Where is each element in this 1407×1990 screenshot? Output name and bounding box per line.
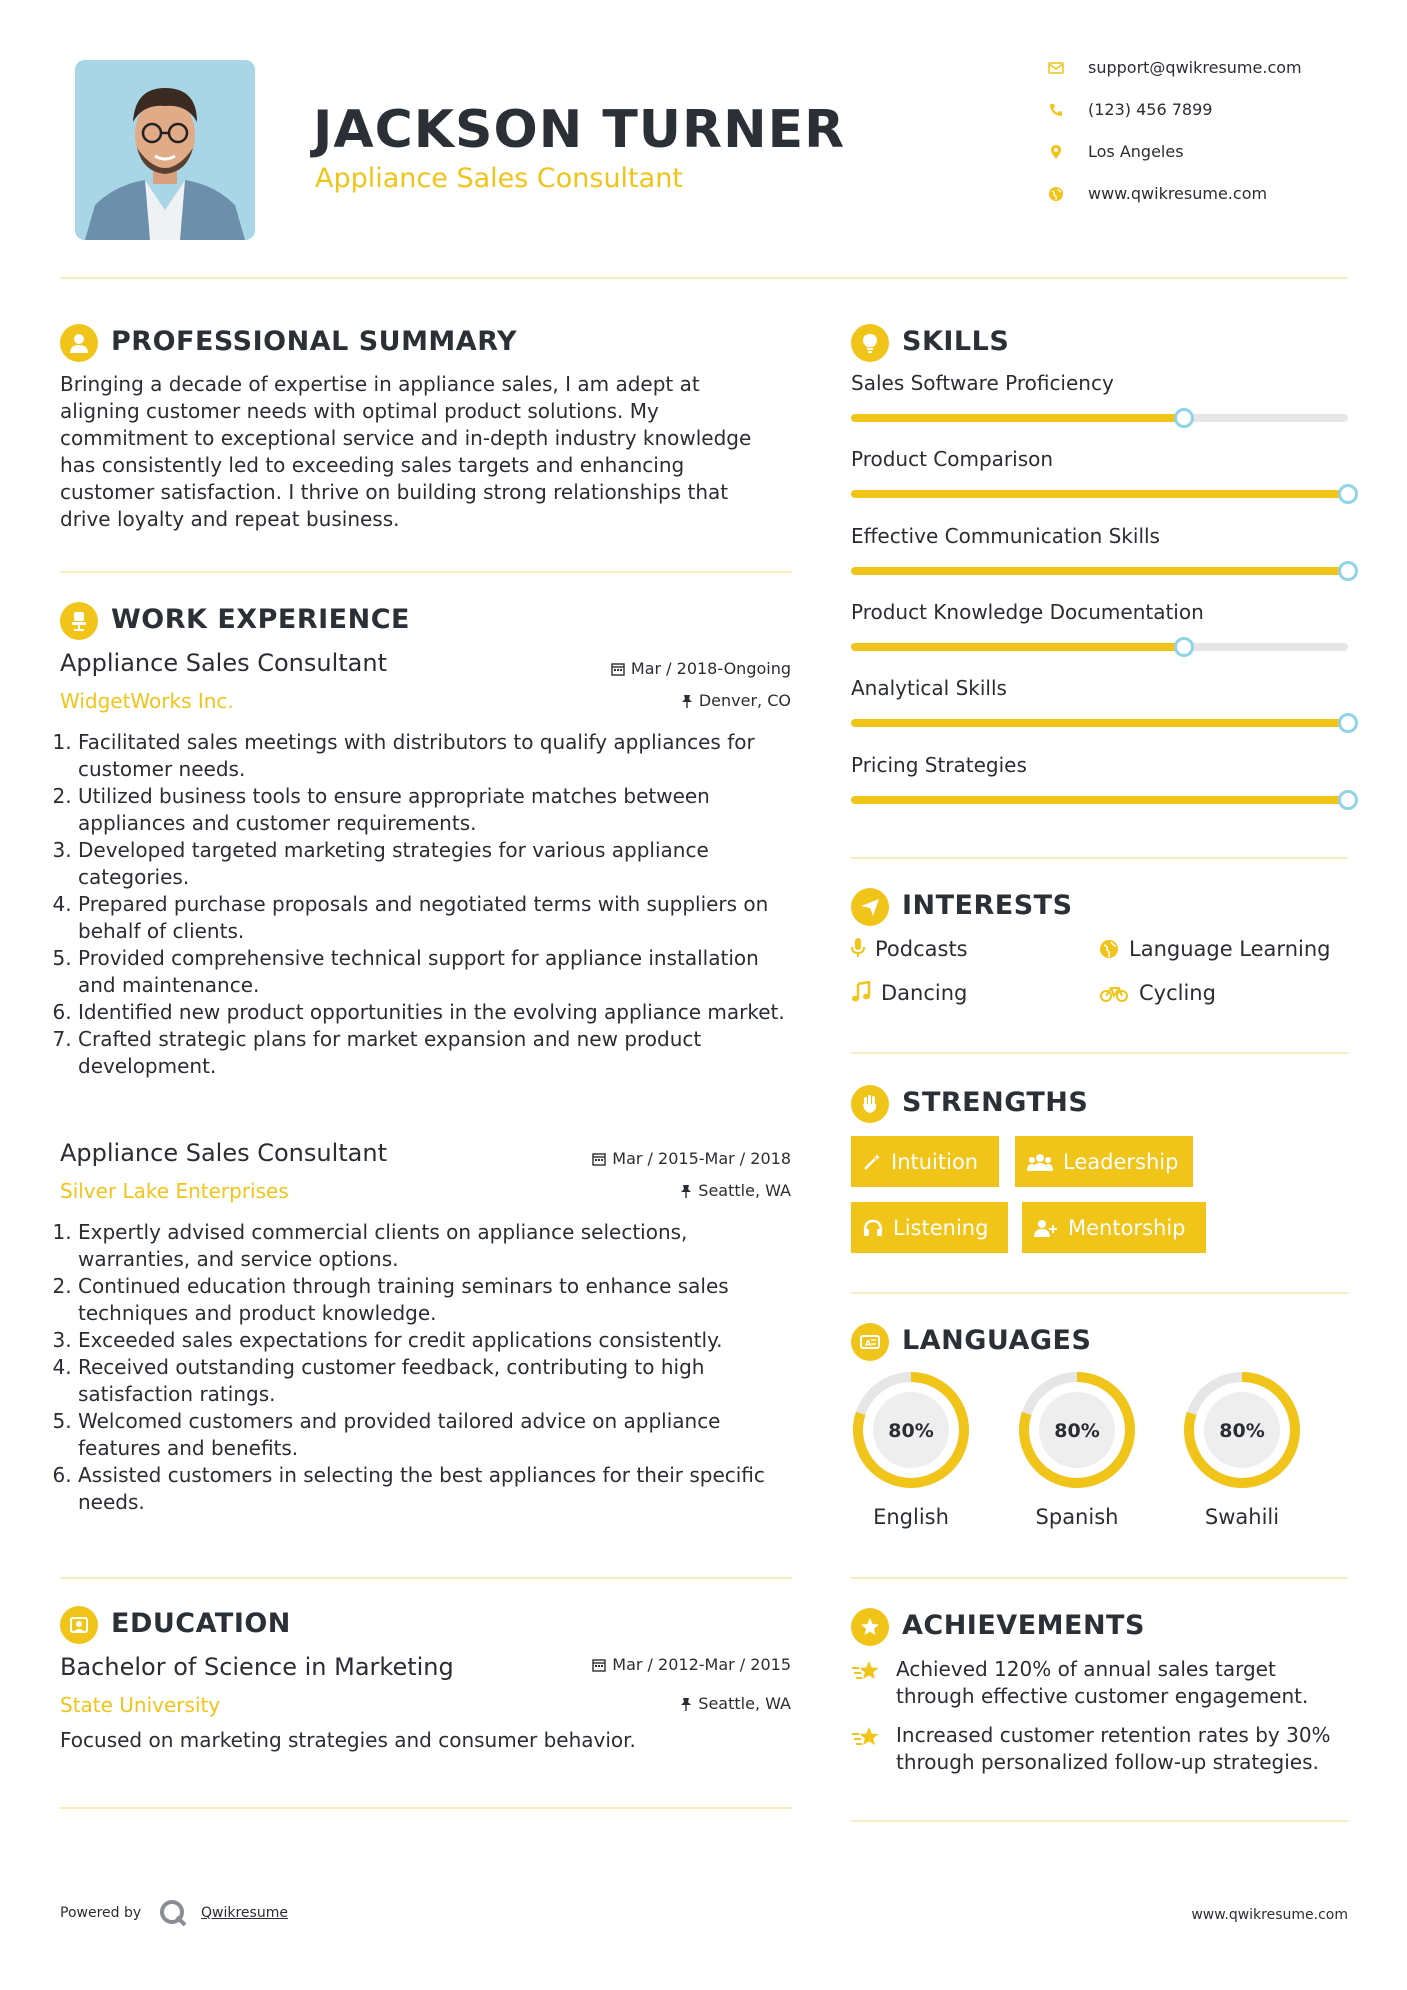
education-degree: Bachelor of Science in Marketing <box>60 1653 454 1681</box>
education-dates <box>592 1655 791 1674</box>
education-dates-text: Mar / 2012-Mar / 2015 <box>612 1655 791 1674</box>
contact-email-text: support@qwikresume.com <box>1088 58 1302 77</box>
skill-bar-track <box>851 719 1348 727</box>
job-2-duties <box>60 1219 800 1516</box>
music-note-icon <box>851 981 871 1003</box>
job-2-location <box>680 1181 791 1200</box>
achievement-1: Achieved 120% of annual sales target through effective customer engagement. <box>896 1657 1309 1708</box>
skill-bar-track <box>851 490 1348 498</box>
job-1-dates <box>611 659 791 678</box>
list-item: 3. Developed targeted marketing strategies for various appliance categories. <box>78 837 800 891</box>
interest-dancing <box>851 981 967 1005</box>
strength-mentorship <box>1022 1202 1206 1253</box>
summary-divider <box>60 571 792 573</box>
bicycle-icon <box>1099 983 1129 1003</box>
skill-name: Product Knowledge Documentation <box>851 599 1204 624</box>
skill-bar-fill <box>851 414 1184 422</box>
skill-name: Product Comparison <box>851 447 1054 472</box>
lightbulb-icon <box>851 324 889 362</box>
skill-name: Analytical Skills <box>851 676 1007 701</box>
language-name: Spanish <box>1035 1505 1119 1529</box>
language-percent: 80% <box>1054 1420 1100 1442</box>
skill-level-knob <box>1338 561 1358 581</box>
list-item: 6. Assisted customers in selecting the best appliances for their specific needs. <box>78 1462 800 1516</box>
job-1-location-text: Denver, CO <box>698 691 791 710</box>
education-location <box>680 1694 791 1713</box>
contact-website-text: www.qwikresume.com <box>1088 184 1268 203</box>
skill-bar-fill <box>851 719 1348 727</box>
calendar-icon <box>611 662 625 676</box>
candidate-title: Appliance Sales Consultant <box>315 163 683 194</box>
envelope-icon <box>1048 60 1064 76</box>
job-1-location <box>681 691 791 710</box>
summary-heading: PROFESSIONAL SUMMARY <box>111 326 518 357</box>
list-item: 2. Continued education through training seminars to enhance sales techniques and product knowledge. <box>78 1273 800 1327</box>
skill-level-knob <box>1338 713 1358 733</box>
job-1-dates-text: Mar / 2018-Ongoing <box>630 659 791 678</box>
users-icon <box>1027 1153 1053 1171</box>
languages-heading: LANGUAGES <box>902 1325 1092 1356</box>
skills-heading: SKILLS <box>902 326 1010 357</box>
education-heading: EDUCATION <box>111 1608 291 1639</box>
language-ring <box>1182 1370 1302 1494</box>
list-item: 5. Welcomed customers and provided tailored advice on appliance features and benefits. <box>78 1408 800 1462</box>
skill-name: Sales Software Proficiency <box>851 371 1114 395</box>
magic-wand-icon <box>863 1153 881 1171</box>
interest-language-learning <box>1099 937 1330 961</box>
skills-divider <box>851 857 1348 859</box>
language-name: English <box>873 1505 949 1529</box>
list-item: 1. Facilitated sales meetings with distributors to qualify appliances for customer needs. <box>78 729 800 783</box>
list-item: 3. Exceeded sales expectations for credit applications consistently. <box>78 1327 800 1354</box>
strength-label: Intuition <box>891 1149 979 1174</box>
education-school: State University <box>60 1693 221 1717</box>
skill-bar-fill <box>851 490 1348 498</box>
job-2-dates <box>592 1149 791 1168</box>
summary-text: Bringing a decade of expertise in appliance sales, I am adept at aligning customer needs with optimal product solutions. My commitment to exceptional service and in-depth industry knowledge has consistently led to exceeding sales targets and enhancing customer satisfaction. I thrive on building strong relationships that drive loyalty and repeat business. <box>60 372 752 531</box>
language-donut <box>1182 1370 1302 1490</box>
interests-heading: INTERESTS <box>902 890 1073 921</box>
paper-plane-icon <box>851 888 889 926</box>
job-2-location-text: Seattle, WA <box>698 1181 791 1200</box>
hand-icon <box>851 1085 889 1123</box>
strengths-heading: STRENGTHS <box>902 1087 1089 1118</box>
map-pin-icon <box>1048 144 1064 160</box>
footer-url[interactable]: www.qwikresume.com <box>1191 1907 1348 1923</box>
list-item: 1. Expertly advised commercial clients on appliance selections, warranties, and service options. <box>78 1219 800 1273</box>
chair-icon <box>60 602 98 640</box>
skill-name: Pricing Strategies <box>851 752 1027 777</box>
strength-label: Mentorship <box>1068 1215 1186 1240</box>
globe-icon <box>1099 939 1119 959</box>
achievement-2: Increased customer retention rates by 30% through personalized follow-up strategies. <box>896 1723 1331 1774</box>
skill-bar-fill <box>851 643 1184 651</box>
list-item: 4. Prepared purchase proposals and negotiated terms with suppliers on behalf of clients. <box>78 891 800 945</box>
strength-intuition <box>851 1136 999 1187</box>
svg-text:A: A <box>865 1339 872 1348</box>
strength-label: Listening <box>893 1215 989 1240</box>
interest-cycling <box>1099 981 1216 1005</box>
headphones-icon <box>863 1219 883 1237</box>
language-percent: 80% <box>1219 1420 1265 1442</box>
strength-leadership <box>1015 1136 1193 1187</box>
skill-bar-track <box>851 796 1348 804</box>
skill-level-knob <box>1338 790 1358 810</box>
job-1-company: WidgetWorks Inc. <box>60 689 234 713</box>
education-divider <box>60 1807 792 1809</box>
job-1-duties <box>60 729 800 1080</box>
interest-podcasts <box>851 937 968 961</box>
phone-icon <box>1048 102 1064 118</box>
candidate-name: JACKSON TURNER <box>313 100 846 160</box>
list-item: 4. Received outstanding customer feedback, contributing to high satisfaction ratings. <box>78 1354 800 1408</box>
achievements-heading: ACHIEVEMENTS <box>902 1610 1145 1641</box>
pushpin-icon <box>680 1697 692 1711</box>
job-2-dates-text: Mar / 2015-Mar / 2018 <box>612 1149 791 1168</box>
header-divider <box>60 277 1348 279</box>
language-donut <box>1017 1370 1137 1490</box>
achievements-divider <box>851 1820 1348 1822</box>
language-ring <box>1017 1370 1137 1494</box>
qwikresume-link[interactable]: Qwikresume <box>201 1905 288 1921</box>
powered-by-text: Powered by <box>60 1905 142 1921</box>
education-description: Focused on marketing strategies and consumer behavior. <box>60 1728 636 1752</box>
experience-heading: WORK EXPERIENCE <box>111 604 410 635</box>
job-2-company: Silver Lake Enterprises <box>60 1179 289 1203</box>
strength-label: Leadership <box>1063 1149 1179 1174</box>
skill-bar-track <box>851 567 1348 575</box>
contact-phone-text: (123) 456 7899 <box>1088 100 1213 119</box>
globe-icon <box>1048 186 1064 202</box>
list-item: 2. Utilized business tools to ensure appropriate matches between appliances and customer requirements. <box>78 783 800 837</box>
achievement-1-star-icon <box>851 1659 883 1689</box>
calendar-icon <box>592 1658 606 1672</box>
language-percent: 80% <box>888 1420 934 1442</box>
language-ring <box>851 1370 971 1494</box>
skill-bar-fill <box>851 567 1348 575</box>
skill-bar-track <box>851 643 1348 651</box>
list-item: 6. Identified new product opportunities in the evolving appliance market. <box>78 999 800 1026</box>
interest-label: Podcasts <box>875 937 968 961</box>
interest-label: Dancing <box>881 981 968 1005</box>
user-icon <box>60 324 98 362</box>
pushpin-icon <box>680 1184 692 1198</box>
interest-label: Language Learning <box>1129 937 1331 961</box>
graduation-icon <box>60 1606 98 1644</box>
languages-divider <box>851 1577 1348 1579</box>
skill-level-knob <box>1174 408 1194 428</box>
star-badge-icon <box>851 1608 889 1646</box>
pushpin-icon <box>681 694 693 708</box>
interests-divider <box>851 1052 1348 1054</box>
list-item: 7. Crafted strategic plans for market expansion and new product development. <box>78 1026 800 1080</box>
interest-label: Cycling <box>1139 981 1216 1005</box>
skill-bar-fill <box>851 796 1348 804</box>
skill-name: Effective Communication Skills <box>851 523 1160 548</box>
job-1-title: Appliance Sales Consultant <box>60 649 388 677</box>
user-plus-icon <box>1034 1219 1058 1237</box>
qwikresume-logo-icon <box>158 1898 188 1932</box>
achievement-2-star-icon <box>851 1725 883 1755</box>
language-donut <box>851 1370 971 1490</box>
skill-level-knob <box>1174 637 1194 657</box>
job-2-title: Appliance Sales Consultant <box>60 1139 388 1167</box>
skill-bar-track <box>851 414 1348 422</box>
profile-photo <box>75 60 255 240</box>
language-card-icon <box>851 1323 889 1361</box>
experience-divider <box>60 1577 792 1579</box>
list-item: 5. Provided comprehensive technical support for appliance installation and maintenance. <box>78 945 800 999</box>
contact-location-text: Los Angeles <box>1088 142 1184 161</box>
education-location-text: Seattle, WA <box>698 1694 791 1713</box>
skill-level-knob <box>1338 484 1358 504</box>
strength-listening <box>851 1202 1008 1253</box>
microphone-icon <box>851 937 865 959</box>
strengths-divider <box>851 1292 1348 1294</box>
language-name: Swahili <box>1204 1505 1280 1529</box>
calendar-icon <box>592 1152 606 1166</box>
